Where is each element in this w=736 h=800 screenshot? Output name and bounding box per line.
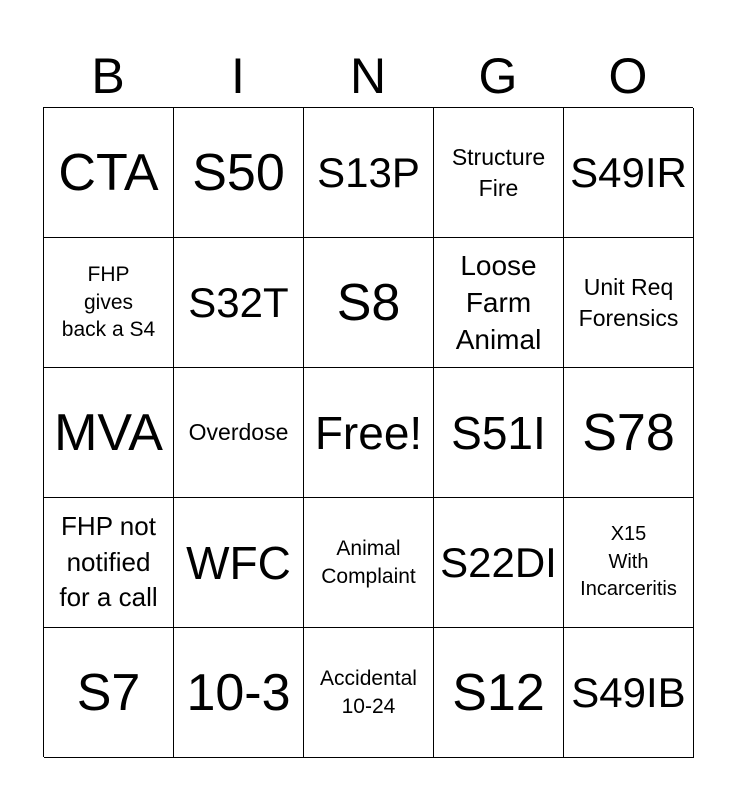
- cell-text: Loose Farm Animal: [455, 249, 542, 356]
- bingo-cell-r1c2[interactable]: [174, 108, 304, 238]
- cell-text: S12: [452, 663, 545, 722]
- cell-text: Accidental 10-24: [320, 666, 417, 718]
- bingo-cell-r3c2[interactable]: [174, 368, 304, 498]
- header-letter-b: B: [91, 48, 125, 104]
- cell-text: S49IR: [570, 148, 687, 196]
- header-letter-i: I: [231, 48, 245, 104]
- cell-text: 10-3: [186, 663, 291, 722]
- bingo-cell-r3c3[interactable]: [304, 368, 434, 498]
- cell-text: Overdose: [188, 419, 289, 446]
- bingo-cell-r3c1[interactable]: [44, 368, 174, 498]
- header-letter-n: N: [349, 48, 387, 104]
- cell-text: Unit Req Forensics: [578, 274, 679, 331]
- cell-text: S7: [76, 663, 141, 722]
- bingo-cell-r3c4[interactable]: [434, 368, 564, 498]
- cell-text: S22DI: [440, 538, 557, 586]
- bingo-cell-r1c3[interactable]: [304, 108, 434, 238]
- bingo-cell-r5c1[interactable]: [44, 628, 174, 758]
- cell-text: Structure Fire: [451, 144, 546, 201]
- cell-text: S78: [582, 403, 675, 462]
- bingo-cell-r1c1[interactable]: [44, 108, 174, 238]
- cell-text: FHP gives back a S4: [61, 262, 156, 342]
- bingo-cell-r3c5[interactable]: [564, 368, 694, 498]
- cell-text: S8: [336, 273, 401, 332]
- bingo-cell-r4c1[interactable]: [44, 498, 174, 628]
- bingo-cell-r4c3[interactable]: [304, 498, 434, 628]
- bingo-cell-r1c5[interactable]: [564, 108, 694, 238]
- bingo-cell-r4c4[interactable]: [434, 498, 564, 628]
- bingo-cell-r2c4[interactable]: [434, 238, 564, 368]
- bingo-cell-r4c5[interactable]: [564, 498, 694, 628]
- bingo-cell-r1c4[interactable]: [434, 108, 564, 238]
- header-letter-o: O: [608, 48, 648, 104]
- cell-text: CTA: [58, 143, 159, 202]
- bingo-cell-r5c4[interactable]: [434, 628, 564, 758]
- cell-text: X15 With Incarceritis: [580, 523, 677, 601]
- cell-text: S49IB: [571, 668, 686, 716]
- header-letter-g: G: [478, 48, 518, 104]
- bingo-cell-r5c5[interactable]: [564, 628, 694, 758]
- bingo-cell-r2c3[interactable]: [304, 238, 434, 368]
- bingo-cell-r4c2[interactable]: [174, 498, 304, 628]
- cell-text: S51I: [451, 406, 546, 459]
- bingo-cell-r2c2[interactable]: [174, 238, 304, 368]
- cell-text: S50: [192, 143, 285, 202]
- bingo-cell-r5c3[interactable]: [304, 628, 434, 758]
- cell-text: WFC: [186, 536, 291, 589]
- cell-text: FHP not notified for a call: [59, 510, 158, 613]
- bingo-header: [43, 48, 693, 104]
- bingo-cell-r2c5[interactable]: [564, 238, 694, 368]
- bingo-cell-r2c1[interactable]: [44, 238, 174, 368]
- bingo-board: [43, 107, 693, 757]
- free-space-text: Free!: [314, 406, 423, 459]
- cell-text: Animal Complaint: [321, 536, 416, 588]
- cell-text: MVA: [54, 403, 163, 462]
- cell-text: S13P: [317, 148, 420, 196]
- bingo-cell-r5c2[interactable]: [174, 628, 304, 758]
- cell-text: S32T: [188, 278, 289, 326]
